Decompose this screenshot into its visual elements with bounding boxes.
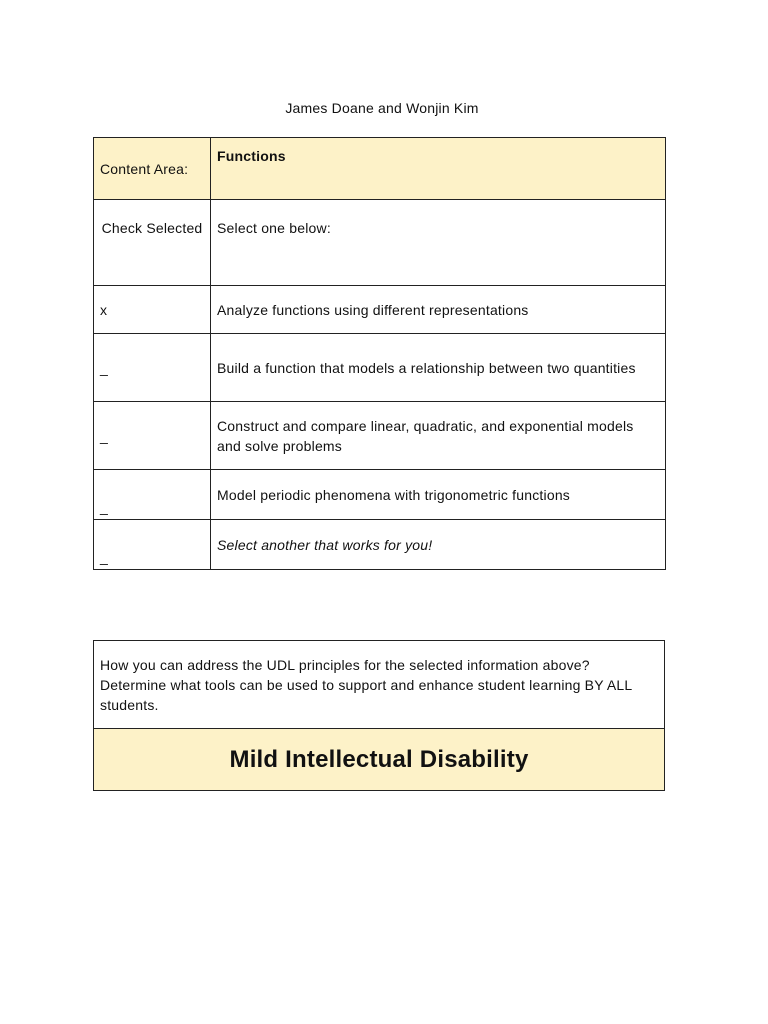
option-check-mark[interactable]: x: [94, 286, 211, 334]
option-row: [94, 520, 666, 570]
check-selected-header: Check Selected: [94, 200, 211, 286]
option-row: [94, 286, 666, 334]
option-text: Build a function that models a relationship between two quantities: [211, 334, 666, 402]
udl-prompt: How you can address the UDL principles for the selected information above? Determine what tools can be used to support and enhance student learning BY ALL students.: [94, 641, 665, 729]
option-row: [94, 470, 666, 520]
option-text: Construct and compare linear, quadratic, and exponential models and solve problems: [211, 402, 666, 470]
select-one-header: Select one below:: [211, 200, 666, 286]
udl-title-row: [94, 729, 665, 791]
option-text: Select another that works for you!: [211, 520, 666, 570]
option-text: Model periodic phenomena with trigonometric functions: [211, 470, 666, 520]
content-area-value: Functions: [211, 138, 666, 200]
udl-title: Mild Intellectual Disability: [94, 729, 665, 791]
option-check-mark[interactable]: _: [94, 470, 211, 520]
header-row: [94, 200, 666, 286]
option-check-mark[interactable]: _: [94, 334, 211, 402]
content-area-label: Content Area:: [94, 138, 211, 200]
selection-table: [93, 137, 666, 570]
option-text: Analyze functions using different representations: [211, 286, 666, 334]
udl-table: [93, 640, 665, 791]
content-area-row: [94, 138, 666, 200]
option-row: [94, 334, 666, 402]
udl-prompt-row: [94, 641, 665, 729]
option-check-mark[interactable]: _: [94, 520, 211, 570]
option-check-mark[interactable]: _: [94, 402, 211, 470]
option-row: [94, 402, 666, 470]
authors-heading: James Doane and Wonjin Kim: [285, 100, 479, 116]
